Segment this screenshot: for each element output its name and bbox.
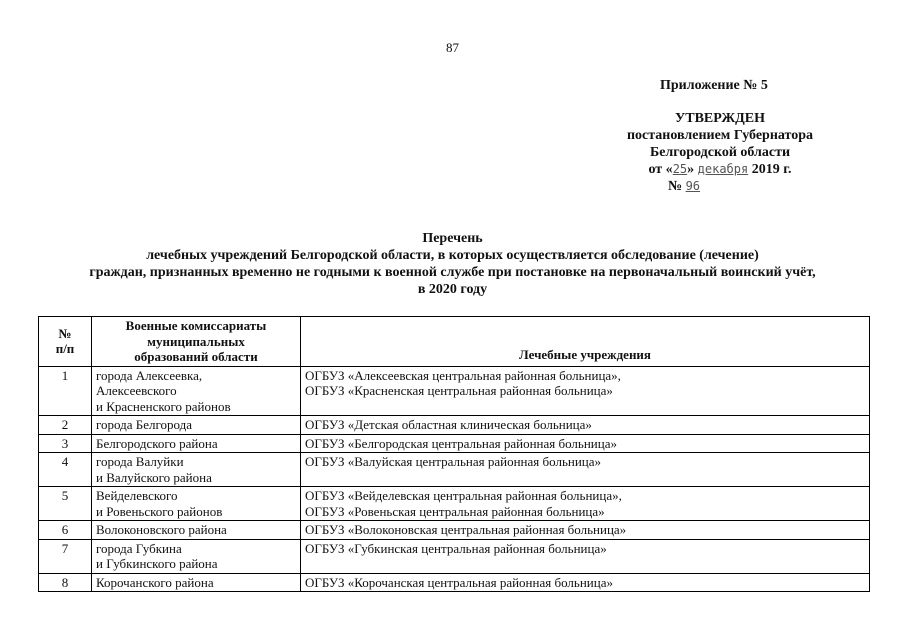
medical-line: ОГБУЗ «Белгородская центральная районная больница» — [305, 435, 617, 451]
row-military-commissariat — [92, 366, 301, 416]
approved-title: УТВЕРЖДЕН — [674, 111, 766, 126]
row-military-commissariat — [92, 521, 301, 540]
medical-line: ОГБУЗ «Корочанская центральная районная больница» — [305, 574, 613, 590]
military-line: города Губкина — [96, 540, 182, 556]
row-military-commissariat — [92, 416, 301, 435]
medical-line: ОГБУЗ «Детская областная клиническая больница» — [305, 417, 592, 432]
military-line: Белгородского района — [96, 435, 218, 451]
row-number: 4 — [39, 453, 92, 487]
row-medical-institution — [301, 487, 870, 521]
row-number: 1 — [39, 366, 92, 416]
header-number: № п/п — [39, 317, 92, 367]
military-line: и Валуйского района — [96, 469, 212, 485]
header-military: Военные комиссариаты муниципальных образований области — [92, 317, 301, 367]
title-line-3: граждан, признанных временно не годными к военной службе при постановке на первоначальный воинский учёт, — [89, 265, 816, 280]
appendix-label: Приложение № 5 — [660, 78, 768, 93]
title-line-4: в 2020 году — [417, 282, 488, 297]
title-line-2: лечебных учреждений Белгородской области, в которых осуществляется обследование (лечение) — [146, 248, 759, 263]
header-medical: Лечебные учреждения — [301, 317, 870, 367]
row-military-commissariat — [92, 539, 301, 573]
date-day: 25 — [672, 162, 688, 176]
approved-line-1: постановлением Губернатора — [626, 128, 814, 143]
row-number: 8 — [39, 573, 92, 592]
approved-number — [560, 178, 880, 195]
date-prefix: от « — [648, 162, 673, 177]
page-number: 87 — [446, 40, 459, 55]
row-military-commissariat — [92, 573, 301, 592]
medical-line: ОГБУЗ «Ровеньская центральная районная больница» — [305, 503, 605, 519]
row-number: 7 — [39, 539, 92, 573]
approved-line-2: Белгородской области — [649, 145, 791, 160]
row-number: 6 — [39, 521, 92, 540]
medical-line: ОГБУЗ «Красненская центральная районная больница» — [305, 383, 613, 398]
medical-line: ОГБУЗ «Вейделевская центральная районная больница», — [305, 488, 622, 503]
table-row — [39, 416, 870, 435]
row-military-commissariat — [92, 487, 301, 521]
medical-line: ОГБУЗ «Волоконовская центральная районная больница» — [305, 522, 627, 537]
table-row — [39, 573, 870, 592]
military-line: и Губкинского района — [96, 556, 218, 571]
table-header-row — [39, 317, 870, 367]
military-line: Вейделевского — [96, 488, 178, 503]
title-line-1: Перечень — [422, 231, 483, 246]
military-line: Алексеевского — [96, 383, 177, 398]
row-medical-institution — [301, 366, 870, 416]
table-row — [39, 521, 870, 540]
approval-block — [560, 110, 880, 195]
table-row — [39, 487, 870, 521]
medical-line: ОГБУЗ «Валуйская центральная районная больница» — [305, 454, 602, 469]
medical-line: ОГБУЗ «Алексеевская центральная районная больница», — [305, 367, 621, 383]
row-medical-institution — [301, 521, 870, 540]
military-line: Волоконовского района — [96, 522, 227, 537]
number-prefix: № — [668, 179, 683, 194]
row-military-commissariat — [92, 453, 301, 487]
document-title — [20, 230, 885, 298]
row-medical-institution — [301, 539, 870, 573]
military-line: Корочанского района — [96, 574, 214, 590]
table-row — [39, 366, 870, 416]
table-row — [39, 539, 870, 573]
row-number: 2 — [39, 416, 92, 435]
military-line: города Валуйки — [96, 454, 184, 469]
row-military-commissariat — [92, 434, 301, 453]
table-row — [39, 434, 870, 453]
military-line: города Алексеевка, — [96, 367, 203, 383]
row-medical-institution — [301, 453, 870, 487]
number-value: 96 — [685, 179, 701, 193]
military-line: и Ровеньского районов — [96, 503, 223, 519]
row-number: 3 — [39, 434, 92, 453]
row-medical-institution — [301, 573, 870, 592]
date-mid: » — [687, 162, 695, 177]
table-row — [39, 453, 870, 487]
row-medical-institution — [301, 434, 870, 453]
medical-line: ОГБУЗ «Губкинская центральная районная больница» — [305, 540, 607, 556]
approved-date — [560, 161, 880, 178]
military-line: и Красненского районов — [96, 398, 231, 414]
date-year: 2019 г. — [751, 162, 792, 177]
row-number: 5 — [39, 487, 92, 521]
military-line: города Белгорода — [96, 417, 193, 432]
row-medical-institution — [301, 416, 870, 435]
institutions-table — [38, 316, 870, 592]
date-month: декабря — [697, 162, 749, 176]
